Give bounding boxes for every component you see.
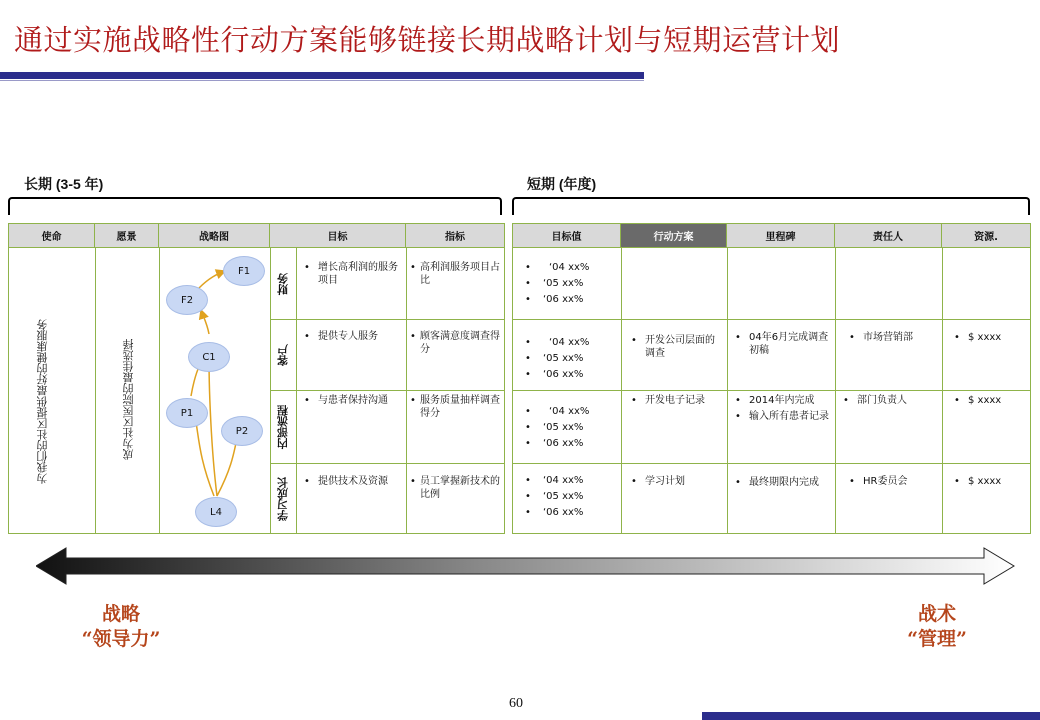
divider bbox=[513, 390, 1031, 391]
owner-cell bbox=[849, 475, 939, 491]
bullet: • bbox=[410, 476, 416, 487]
target-value: ‘06 xx% bbox=[543, 438, 584, 449]
tactics-sublabel: “管理” bbox=[907, 628, 967, 650]
divider bbox=[727, 248, 728, 534]
measure-cell bbox=[410, 261, 504, 301]
resource-text: $ xxxx bbox=[968, 332, 1002, 343]
bullet: • bbox=[525, 406, 531, 417]
page-number: 60 bbox=[509, 696, 523, 711]
bullet: • bbox=[525, 491, 531, 502]
milestone-cell bbox=[735, 410, 831, 440]
measure-text: 服务质量抽样调查得分 bbox=[420, 395, 500, 419]
long-term-bracket bbox=[8, 197, 502, 215]
perspective-financial: 财务 bbox=[276, 273, 290, 295]
bullet: • bbox=[735, 332, 741, 343]
measure-text: 顾客满意度调查得分 bbox=[420, 331, 500, 355]
node-p1: P1 bbox=[166, 398, 208, 428]
bullet: • bbox=[525, 507, 531, 518]
divider bbox=[513, 463, 1031, 464]
objective-text: 提供技术及资源 bbox=[318, 476, 388, 487]
header-objective: 目标 bbox=[270, 224, 406, 248]
bullet: • bbox=[954, 476, 960, 487]
milestone-text: 04年6月完成调查初稿 bbox=[749, 332, 829, 356]
objective-cell bbox=[304, 261, 400, 301]
target-value: ‘06 xx% bbox=[543, 369, 584, 380]
bullet: • bbox=[735, 395, 741, 406]
bullet: • bbox=[849, 476, 855, 487]
bullet: • bbox=[631, 335, 637, 346]
node-p2: P2 bbox=[221, 416, 263, 446]
divider bbox=[513, 319, 1031, 320]
divider bbox=[270, 463, 505, 464]
measure-text: 高利润服务项目占比 bbox=[420, 262, 500, 286]
strategy-tactics-arrow bbox=[36, 546, 1016, 586]
initiative-text: 开发电子记录 bbox=[645, 395, 705, 406]
initiative-cell bbox=[631, 334, 723, 374]
target-value: ‘04 xx% bbox=[549, 337, 590, 348]
tactics-label: 战术 bbox=[917, 603, 956, 625]
bullet: • bbox=[410, 262, 416, 273]
header-vision: 愿景 bbox=[95, 224, 159, 248]
perspective-learning-growth: 学习成长 bbox=[276, 477, 290, 521]
resource-text: $ xxxx bbox=[968, 476, 1002, 487]
objective-cell bbox=[304, 475, 400, 515]
bullet: • bbox=[410, 331, 416, 342]
bullet: • bbox=[304, 262, 310, 273]
node-f2: F2 bbox=[166, 285, 208, 315]
measure-cell bbox=[410, 330, 504, 370]
bullet: • bbox=[849, 332, 855, 343]
bullet: • bbox=[735, 477, 741, 488]
owner-cell bbox=[849, 331, 939, 347]
target-list bbox=[525, 336, 615, 384]
divider bbox=[406, 248, 407, 534]
strategy-sublabel: “领导力” bbox=[81, 628, 161, 650]
node-l4: L4 bbox=[195, 497, 237, 527]
short-term-table bbox=[512, 223, 1031, 534]
resource-text: $ xxxx bbox=[968, 395, 1002, 406]
milestone-text: 最终期限内完成 bbox=[749, 477, 819, 488]
target-value: ‘05 xx% bbox=[543, 422, 584, 433]
header-resource: 资源. bbox=[942, 224, 1030, 248]
objective-cell bbox=[304, 330, 400, 370]
bullet: • bbox=[525, 475, 531, 486]
target-value: ‘04 xx% bbox=[549, 406, 590, 417]
initiative-text: 开发公司层面的调查 bbox=[645, 335, 715, 359]
divider bbox=[296, 248, 297, 534]
resource-cell bbox=[954, 475, 1024, 491]
bullet: • bbox=[525, 262, 531, 273]
milestone-cell bbox=[735, 331, 831, 371]
header-measure: 指标 bbox=[406, 224, 504, 248]
header-mission: 使命 bbox=[9, 224, 95, 248]
strategy-caption bbox=[66, 602, 176, 652]
target-value: ‘06 xx% bbox=[543, 294, 584, 305]
owner-cell bbox=[843, 394, 939, 410]
bullet: • bbox=[954, 332, 960, 343]
perspective-internal-process: 内部流程 bbox=[276, 405, 290, 449]
divider bbox=[270, 319, 505, 320]
bullet: • bbox=[735, 411, 741, 422]
divider bbox=[95, 248, 96, 534]
bullet: • bbox=[525, 337, 531, 348]
bullet: • bbox=[525, 422, 531, 433]
divider bbox=[270, 390, 505, 391]
node-f1: F1 bbox=[223, 256, 265, 286]
milestone-text: 2014年内完成 bbox=[749, 395, 815, 406]
initiative-text: 学习计划 bbox=[645, 476, 685, 487]
milestone-text: 输入所有患者记录 bbox=[749, 411, 829, 422]
divider bbox=[621, 248, 622, 534]
resource-cell bbox=[954, 394, 1024, 410]
measure-text: 员工掌握新技术的比例 bbox=[420, 476, 500, 500]
objective-text: 增长高利润的服务项目 bbox=[318, 262, 398, 286]
header-strategy-map: 战略图 bbox=[159, 224, 270, 248]
divider bbox=[942, 248, 943, 534]
target-value: ‘05 xx% bbox=[543, 278, 584, 289]
perspective-customer: 客户 bbox=[276, 344, 290, 366]
header-milestone: 里程碑 bbox=[727, 224, 835, 248]
long-term-label: 长期 (3-5 年) bbox=[24, 176, 104, 192]
milestone-cell bbox=[735, 394, 831, 410]
bullet: • bbox=[843, 395, 849, 406]
bullet: • bbox=[410, 395, 416, 406]
bullet: • bbox=[525, 278, 531, 289]
vision-text: 成为社区医院的最佳选择 bbox=[122, 339, 135, 460]
header-owner: 责任人 bbox=[835, 224, 942, 248]
title-underline bbox=[0, 72, 644, 79]
slide-title: 通过实施战略性行动方案能够链接长期战略计划与短期运营计划 bbox=[14, 23, 841, 57]
node-c1: C1 bbox=[188, 342, 230, 372]
long-term-table bbox=[8, 223, 505, 534]
target-value: ‘06 xx% bbox=[543, 507, 584, 518]
objective-text: 提供专人服务 bbox=[318, 331, 378, 342]
target-value: ‘04 xx% bbox=[549, 262, 590, 273]
mission-text: 为我们的社区提供最好的健康服务 bbox=[36, 319, 49, 484]
target-list bbox=[525, 405, 615, 453]
target-list bbox=[525, 474, 615, 522]
short-term-bracket bbox=[512, 197, 1030, 215]
objective-text: 与患者保持沟通 bbox=[318, 395, 388, 406]
bullet: • bbox=[954, 395, 960, 406]
target-value: ‘05 xx% bbox=[543, 491, 584, 502]
owner-text: 市场营销部 bbox=[863, 332, 913, 343]
short-term-label: 短期 (年度) bbox=[527, 176, 597, 192]
strategy-label: 战略 bbox=[101, 603, 140, 625]
initiative-cell bbox=[631, 475, 723, 505]
header-target: 目标值 bbox=[513, 224, 621, 248]
target-value: ‘04 xx% bbox=[543, 475, 584, 486]
header-initiative: 行动方案 bbox=[621, 224, 727, 248]
tactics-caption bbox=[882, 602, 992, 652]
bullet: • bbox=[631, 476, 637, 487]
bullet: • bbox=[631, 395, 637, 406]
initiative-cell bbox=[631, 394, 723, 424]
milestone-cell bbox=[735, 476, 831, 506]
bullet: • bbox=[525, 438, 531, 449]
owner-text: HR委员会 bbox=[863, 476, 908, 487]
resource-cell bbox=[954, 331, 1024, 347]
objective-cell bbox=[304, 394, 404, 434]
bullet: • bbox=[304, 395, 310, 406]
measure-cell bbox=[410, 475, 504, 515]
measure-cell bbox=[410, 394, 504, 434]
bullet: • bbox=[525, 294, 531, 305]
target-list bbox=[525, 261, 615, 309]
bullet: • bbox=[525, 353, 531, 364]
target-value: ‘05 xx% bbox=[543, 353, 584, 364]
footer-bar bbox=[702, 712, 1040, 720]
bullet: • bbox=[525, 369, 531, 380]
owner-text: 部门负责人 bbox=[857, 395, 907, 406]
bullet: • bbox=[304, 476, 310, 487]
bullet: • bbox=[304, 331, 310, 342]
divider bbox=[835, 248, 836, 534]
title-underline-thin bbox=[0, 80, 644, 81]
